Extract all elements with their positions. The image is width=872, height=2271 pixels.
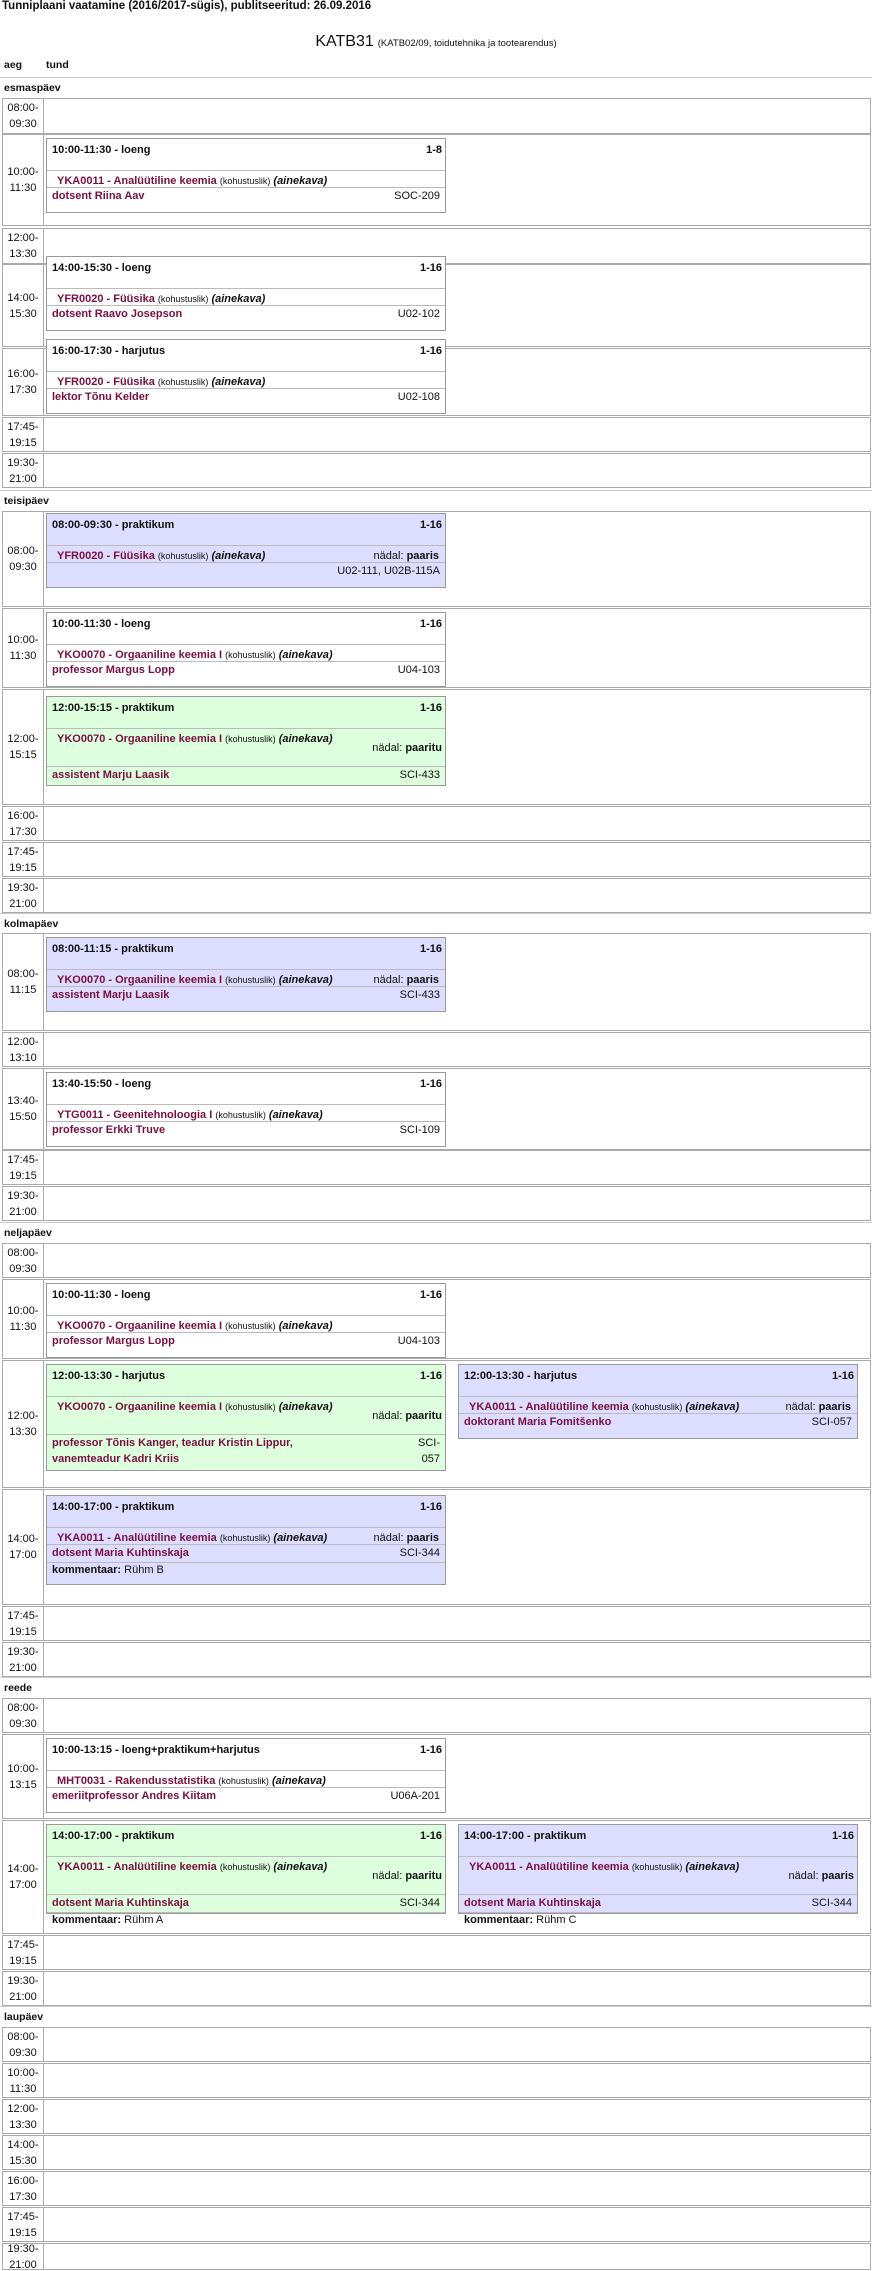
teacher-row xyxy=(52,391,442,403)
day-name: laupäev xyxy=(4,2011,44,2023)
time-slot xyxy=(2,1150,871,1185)
lesson-weeks: 1-16 xyxy=(419,345,442,357)
room-label: U06A-201 xyxy=(390,1790,440,1802)
teacher-link[interactable]: assistent Marju Laasik xyxy=(52,989,170,1001)
time-slot xyxy=(2,417,871,452)
time-slot xyxy=(2,1698,871,1733)
subject-link[interactable]: YKO0070 - Orgaaniline keemia I xyxy=(57,974,223,986)
slot-time: 19:30- 21:00 xyxy=(3,454,44,487)
room-label: SOC-209 xyxy=(394,190,440,202)
slot-time: 10:00- 11:30 xyxy=(3,609,44,687)
time-slot xyxy=(2,1032,871,1067)
slot-time: 12:00- 13:10 xyxy=(3,1033,44,1066)
week-parity: nädal: paaris xyxy=(788,1870,854,1882)
slot-time: 17:45- 19:15 xyxy=(3,2208,44,2241)
divider xyxy=(47,1770,445,1771)
divider xyxy=(47,187,445,188)
slot-time: 08:00- 09:30 xyxy=(3,99,44,133)
day-name: kolmapäev xyxy=(4,918,59,930)
lesson-weeks: 1-16 xyxy=(419,262,442,274)
obligatory-note: (kohustuslik) xyxy=(215,1110,266,1120)
time-slot xyxy=(2,878,871,913)
group-code: KATB31 xyxy=(315,33,374,50)
slot-time: 08:00- 09:30 xyxy=(3,1699,44,1732)
divider xyxy=(47,1104,445,1105)
teacher-link[interactable]: dotsent Maria Kuhtinskaja xyxy=(52,1897,189,1909)
subject-link[interactable]: YKO0070 - Orgaaniline keemia I xyxy=(57,649,223,661)
room-label: SCI-057 xyxy=(811,1416,852,1428)
lesson-time-type: 10:00-11:30 - loeng 1-16 xyxy=(52,618,442,630)
teacher-link[interactable]: professor Tõnis Kanger, teadur Kristin Lippur, xyxy=(52,1437,293,1449)
slot-time: 17:45- 19:15 xyxy=(3,1607,44,1640)
group-subtitle: (KATB02/09, toidutehnika ja tootearendus) xyxy=(377,38,557,49)
lesson-card[interactable] xyxy=(46,339,446,414)
room-label: SCI-344 xyxy=(811,1897,852,1909)
time-slot xyxy=(2,98,871,134)
slot-time: 14:00- 17:00 xyxy=(3,1821,44,1933)
lesson-time-type: 14:00-17:00 - praktikum 1-16 xyxy=(52,1830,442,1842)
slot-time: 13:40- 15:50 xyxy=(3,1069,44,1149)
room-label: SCI- xyxy=(418,1437,440,1449)
slot-time: 19:30- 21:00 xyxy=(3,879,44,912)
slot-time: 17:45- 19:15 xyxy=(3,1151,44,1184)
teacher-link[interactable]: emeriitprofessor Andres Kiitam xyxy=(52,1790,217,1802)
divider xyxy=(47,661,445,662)
teacher-link[interactable]: dotsent Riina Aav xyxy=(52,190,145,202)
week-parity: nädal: paaritu xyxy=(372,1410,442,1422)
subject-row xyxy=(57,1109,442,1121)
week-parity: nädal: paaris xyxy=(785,1401,851,1413)
divider xyxy=(47,728,445,729)
lesson-card[interactable] xyxy=(46,1824,446,1926)
divider xyxy=(47,1912,445,1913)
lesson-time-type: 16:00-17:30 - harjutus 1-16 xyxy=(52,345,442,357)
ainekava-link[interactable]: (ainekava) xyxy=(273,1861,328,1873)
subject-link[interactable]: YKA0011 - Analüütiline keemia xyxy=(469,1861,629,1873)
slot-time: 12:00- 15:15 xyxy=(3,690,44,804)
teacher-row xyxy=(52,1790,442,1802)
obligatory-note: (kohustuslik) xyxy=(157,294,209,304)
lesson-weeks: 1-16 xyxy=(419,1830,442,1842)
subject-row xyxy=(57,1861,442,1882)
time-slot xyxy=(2,1186,871,1221)
teacher-row xyxy=(52,1124,442,1136)
divider xyxy=(459,1856,857,1857)
ainekava-link[interactable]: (ainekava) xyxy=(273,175,328,187)
room-label: U02-111, U02B-115A xyxy=(337,565,440,577)
lesson-time-type: 12:00-15:15 - praktikum 1-16 xyxy=(52,702,442,714)
teacher-row xyxy=(52,1453,442,1465)
lesson-card[interactable] xyxy=(458,1824,858,1926)
lesson-weeks: 1-16 xyxy=(831,1830,854,1842)
teacher-link[interactable]: professor Margus Lopp xyxy=(52,664,175,676)
table-header xyxy=(0,58,872,74)
lesson-card[interactable] xyxy=(458,1364,858,1439)
subject-link[interactable]: YKO0070 - Orgaaniline keemia I xyxy=(57,733,223,745)
lesson-time-type: 14:00-17:00 - praktikum 1-16 xyxy=(52,1501,442,1513)
time-slot xyxy=(2,1606,871,1641)
ainekava-link[interactable]: (ainekava) xyxy=(278,1401,333,1413)
slot-time: 17:45- 19:15 xyxy=(3,1936,44,1969)
divider xyxy=(459,1396,857,1397)
ainekava-link[interactable]: (ainekava) xyxy=(211,550,266,562)
time-slot xyxy=(2,1971,871,2006)
divider xyxy=(47,1121,445,1122)
day-header xyxy=(0,77,872,99)
obligatory-note: (kohustuslik) xyxy=(225,975,276,985)
teacher-link[interactable]: assistent Marju Laasik xyxy=(52,769,170,781)
obligatory-note: (kohustuslik) xyxy=(225,650,276,660)
time-slot xyxy=(2,2207,871,2242)
ainekava-link[interactable]: (ainekava) xyxy=(278,1320,333,1332)
lesson-time-type: 10:00-13:15 - loeng+praktikum+harjutus 1-16 xyxy=(52,1744,442,1756)
divider xyxy=(47,969,445,970)
room-label: SCI-109 xyxy=(399,1124,440,1136)
lesson-weeks: 1-16 xyxy=(419,519,442,531)
comment-row: kommentaar: Rühm B xyxy=(52,1564,164,1576)
subject-row xyxy=(57,1532,442,1544)
teacher-row xyxy=(464,1897,854,1909)
slot-time: 12:00- 13:30 xyxy=(3,2100,44,2133)
slot-time: 14:00- 15:30 xyxy=(3,2136,44,2169)
lesson-time-type: 12:00-13:30 - harjutus 1-16 xyxy=(464,1370,854,1382)
lesson-weeks: 1-16 xyxy=(419,1501,442,1513)
divider xyxy=(47,305,445,306)
time-slot xyxy=(2,2027,871,2062)
time-slot xyxy=(2,2135,871,2170)
divider xyxy=(47,644,445,645)
divider xyxy=(47,986,445,987)
subject-link[interactable]: YFR0020 - Füüsika xyxy=(57,293,155,305)
lesson-card[interactable] xyxy=(46,1283,446,1358)
lesson-weeks: 1-16 xyxy=(419,1370,442,1382)
divider xyxy=(47,562,445,563)
divider xyxy=(47,388,445,389)
subject-link[interactable]: YKA0011 - Analüütiline keemia xyxy=(57,1861,217,1873)
slot-time: 19:30- 21:00 xyxy=(3,1972,44,2005)
lesson-time-type: 08:00-09:30 - praktikum 1-16 xyxy=(52,519,442,531)
lesson-card[interactable] xyxy=(46,1495,446,1585)
divider xyxy=(47,1315,445,1316)
subject-row xyxy=(57,974,442,986)
lesson-card[interactable] xyxy=(46,138,446,213)
week-parity: nädal: paaris xyxy=(373,550,439,562)
ainekava-link[interactable]: (ainekava) xyxy=(211,293,266,305)
ainekava-link[interactable]: (ainekava) xyxy=(268,1109,323,1121)
ainekava-link[interactable]: (ainekava) xyxy=(685,1401,740,1413)
subject-row xyxy=(469,1401,854,1413)
subject-row xyxy=(57,550,442,562)
lesson-weeks: 1-16 xyxy=(419,1289,442,1301)
lesson-card[interactable] xyxy=(46,612,446,687)
lesson-card[interactable] xyxy=(46,513,446,588)
lesson-weeks: 1-16 xyxy=(831,1370,854,1382)
teacher-row xyxy=(52,1335,442,1347)
lesson-card[interactable] xyxy=(46,937,446,1012)
time-slot xyxy=(2,1243,871,1278)
lesson-time-type: 14:00-15:30 - loeng 1-16 xyxy=(52,262,442,274)
obligatory-note: (kohustuslik) xyxy=(219,176,271,186)
teacher-link[interactable]: professor Margus Lopp xyxy=(52,1335,175,1347)
lesson-weeks: 1-16 xyxy=(419,1078,442,1090)
obligatory-note: (kohustuslik) xyxy=(218,1776,269,1786)
lesson-card[interactable] xyxy=(46,1072,446,1147)
lesson-weeks: 1-16 xyxy=(419,1744,442,1756)
slot-time: 16:00- 17:30 xyxy=(3,807,44,840)
room-label: SCI-344 xyxy=(399,1897,440,1909)
slot-time: 16:00- 17:30 xyxy=(3,2172,44,2205)
obligatory-note: (kohustuslik) xyxy=(219,1533,271,1543)
divider xyxy=(47,1894,445,1895)
day-header xyxy=(0,913,872,935)
lesson-card[interactable] xyxy=(46,696,446,786)
teacher-row xyxy=(464,1416,854,1428)
teacher-link[interactable]: dotsent Maria Kuhtinskaja xyxy=(464,1897,601,1909)
lesson-time-type: 10:00-11:30 - loeng 1-8 xyxy=(52,144,442,156)
obligatory-note: (kohustuslik) xyxy=(219,1862,271,1872)
subject-link[interactable]: YFR0020 - Füüsika xyxy=(57,550,155,562)
teacher-row xyxy=(52,190,442,202)
lesson-time-type: 12:00-13:30 - harjutus 1-16 xyxy=(52,1370,442,1382)
ainekava-link[interactable]: (ainekava) xyxy=(685,1861,740,1873)
lesson-card[interactable] xyxy=(46,1364,446,1471)
day-header xyxy=(0,1222,872,1244)
teacher-link[interactable]: professor Erkki Truve xyxy=(52,1124,166,1136)
lesson-weeks: 1-8 xyxy=(426,144,442,156)
divider xyxy=(459,1894,857,1895)
week-parity: nädal: paaritu xyxy=(372,742,442,754)
divider xyxy=(47,371,445,372)
slot-time: 17:45- 19:15 xyxy=(3,418,44,451)
obligatory-note: (kohustuslik) xyxy=(157,377,209,387)
subject-row xyxy=(57,175,442,187)
room-label: U04-103 xyxy=(397,1335,440,1347)
teacher-row xyxy=(52,1437,442,1449)
slot-time: 19:30- 21:00 xyxy=(3,1643,44,1676)
col-tund-header: tund xyxy=(46,59,69,71)
teacher-row xyxy=(52,1547,442,1559)
day-header xyxy=(0,2006,872,2028)
time-slot xyxy=(2,2099,871,2134)
room-label: SCI-344 xyxy=(399,1547,440,1559)
divider xyxy=(47,288,445,289)
room-label: U04-103 xyxy=(397,664,440,676)
day-name: neljapäev xyxy=(4,1227,52,1239)
room-label: U02-108 xyxy=(397,391,440,403)
time-slot xyxy=(2,1935,871,1970)
ainekava-link[interactable]: (ainekava) xyxy=(271,1775,326,1787)
subject-row xyxy=(57,376,442,388)
subject-row xyxy=(57,649,442,661)
divider xyxy=(459,1413,857,1414)
comment-row: kommentaar: Rühm A xyxy=(52,1914,164,1926)
subject-row xyxy=(57,1775,442,1787)
time-slot xyxy=(2,2063,871,2098)
teacher-row xyxy=(52,664,442,676)
col-aeg-header: aeg xyxy=(4,59,23,71)
subject-link[interactable]: YKA0011 - Analüütiline keemia xyxy=(469,1401,629,1413)
slot-time: 10:00- 11:30 xyxy=(3,135,44,225)
time-slot xyxy=(2,1642,871,1677)
ainekava-link[interactable]: (ainekava) xyxy=(273,1532,328,1544)
slot-time: 10:00- 13:15 xyxy=(3,1735,44,1818)
subject-link[interactable]: YKO0070 - Orgaaniline keemia I xyxy=(57,1320,223,1332)
subject-link[interactable]: YKO0070 - Orgaaniline keemia I xyxy=(57,1401,223,1413)
divider xyxy=(47,1787,445,1788)
divider xyxy=(47,170,445,171)
obligatory-note: (kohustuslik) xyxy=(225,734,276,744)
time-slot xyxy=(2,2243,871,2270)
room-label: SCI-433 xyxy=(399,769,440,781)
divider xyxy=(47,1434,445,1435)
day-name: reede xyxy=(4,1682,33,1694)
obligatory-note: (kohustuslik) xyxy=(631,1862,683,1872)
slot-time: 12:00- 13:30 xyxy=(3,1361,44,1487)
comment-row: kommentaar: Rühm C xyxy=(464,1914,577,1926)
time-slot xyxy=(2,453,871,488)
subject-row xyxy=(57,733,442,754)
week-parity: nädal: paaris xyxy=(373,974,439,986)
divider xyxy=(47,1856,445,1857)
ainekava-link[interactable]: (ainekava) xyxy=(211,376,266,388)
slot-time: 08:00- 09:30 xyxy=(3,1244,44,1277)
day-name: esmaspäev xyxy=(4,82,61,94)
slot-time: 14:00- 17:00 xyxy=(3,1490,44,1604)
teacher-link[interactable]: doktorant Maria Fomitšenko xyxy=(464,1416,612,1428)
slot-time: 08:00- 09:30 xyxy=(3,2028,44,2061)
room-label: SCI-433 xyxy=(399,989,440,1001)
teacher-link[interactable]: dotsent Maria Kuhtinskaja xyxy=(52,1547,189,1559)
time-slot xyxy=(2,2171,871,2206)
lesson-time-type: 14:00-17:00 - praktikum 1-16 xyxy=(464,1830,854,1842)
teacher-link[interactable]: dotsent Raavo Josepson xyxy=(52,308,183,320)
lesson-weeks: 1-16 xyxy=(419,943,442,955)
obligatory-note: (kohustuslik) xyxy=(631,1402,683,1412)
slot-time: 16:00- 17:30 xyxy=(3,349,44,415)
lesson-card[interactable] xyxy=(46,256,446,331)
divider xyxy=(47,1332,445,1333)
day-header xyxy=(0,1677,872,1699)
slot-time: 19:30- 21:00 xyxy=(3,2244,44,2269)
time-slot xyxy=(2,806,871,841)
subject-link[interactable]: YFR0020 - Füüsika xyxy=(57,376,155,388)
subject-link[interactable]: YKA0011 - Analüütiline keemia xyxy=(57,1532,217,1544)
teacher-link[interactable]: vanemteadur Kadri Kriis xyxy=(52,1453,180,1465)
teacher-row xyxy=(52,769,442,781)
lesson-weeks: 1-16 xyxy=(419,702,442,714)
divider xyxy=(47,1527,445,1528)
slot-time: 17:45- 19:15 xyxy=(3,843,44,876)
slot-time: 08:00- 11:15 xyxy=(3,934,44,1030)
group-title xyxy=(0,33,872,51)
lesson-time-type: 10:00-11:30 - loeng 1-16 xyxy=(52,1289,442,1301)
slot-time: 12:00- 13:30 xyxy=(3,229,44,263)
lesson-time-type: 13:40-15:50 - loeng 1-16 xyxy=(52,1078,442,1090)
room-label: U02-102 xyxy=(397,308,440,320)
slot-time: 08:00- 09:30 xyxy=(3,512,44,606)
lesson-card[interactable] xyxy=(46,1738,446,1813)
page-title: Tunniplaani vaatamine (2016/2017-sügis), publitseeritud: 26.09.2016 xyxy=(2,0,372,12)
divider xyxy=(47,766,445,767)
slot-time: 10:00- 11:30 xyxy=(3,2064,44,2097)
subject-row xyxy=(57,1320,442,1332)
slot-time: 19:30- 21:00 xyxy=(3,1187,44,1220)
week-parity: nädal: paaris xyxy=(373,1532,439,1544)
teacher-row xyxy=(52,989,442,1001)
ainekava-link[interactable]: (ainekava) xyxy=(278,974,333,986)
obligatory-note: (kohustuslik) xyxy=(225,1321,276,1331)
divider xyxy=(47,1562,445,1563)
subject-link[interactable]: MHT0031 - Rakendusstatistika xyxy=(57,1775,216,1787)
slot-time: 10:00- 11:30 xyxy=(3,1280,44,1358)
teacher-row xyxy=(52,308,442,320)
slot-time: 14:00- 15:30 xyxy=(3,265,44,346)
subject-row xyxy=(57,293,442,305)
room-label: 057 xyxy=(421,1453,440,1465)
lesson-weeks: 1-16 xyxy=(419,618,442,630)
obligatory-note: (kohustuslik) xyxy=(225,1402,276,1412)
divider xyxy=(47,1396,445,1397)
ainekava-link[interactable]: (ainekava) xyxy=(278,733,333,745)
subject-link[interactable]: YKA0011 - Analüütiline keemia xyxy=(57,175,217,187)
lesson-time-type: 08:00-11:15 - praktikum 1-16 xyxy=(52,943,442,955)
week-parity: nädal: paaritu xyxy=(372,1870,442,1882)
ainekava-link[interactable]: (ainekava) xyxy=(278,649,333,661)
teacher-row xyxy=(52,1897,442,1909)
divider xyxy=(459,1912,857,1913)
teacher-link[interactable]: lektor Tõnu Kelder xyxy=(52,391,150,403)
time-slot xyxy=(2,842,871,877)
day-name: teisipäev xyxy=(4,495,49,507)
divider xyxy=(47,1544,445,1545)
subject-row xyxy=(57,1401,442,1422)
subject-link[interactable]: YTG0011 - Geenitehnoloogia I xyxy=(57,1109,213,1121)
subject-row xyxy=(469,1861,854,1882)
obligatory-note: (kohustuslik) xyxy=(157,551,209,561)
day-header xyxy=(0,490,872,512)
divider xyxy=(47,545,445,546)
